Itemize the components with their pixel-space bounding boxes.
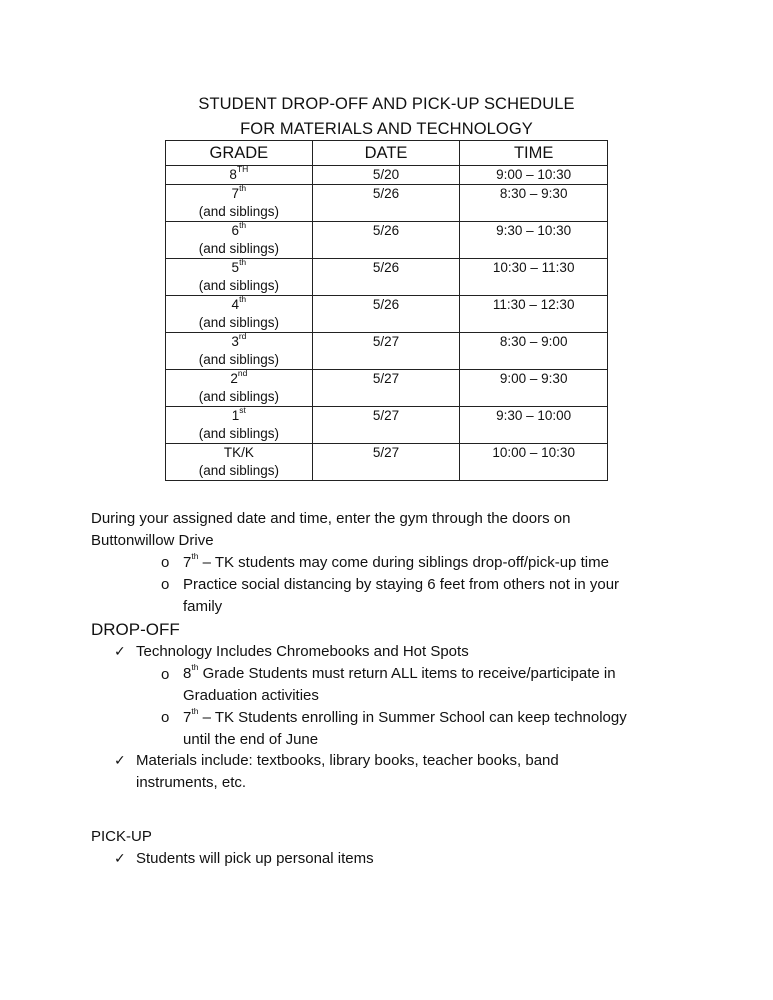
time-cell: 8:30 – 9:30	[460, 185, 608, 222]
intro-line-2: Buttonwillow Drive	[91, 532, 214, 549]
time-cell: 9:30 – 10:30	[460, 222, 608, 259]
dropoff-check-1: Technology Includes Chromebooks and Hot Spots	[136, 643, 469, 660]
check-icon: ✓	[114, 643, 126, 659]
time-cell: 9:30 – 10:00	[460, 407, 608, 444]
date-cell: 5/27	[312, 444, 460, 481]
time-cell: 8:30 – 9:00	[460, 333, 608, 370]
table-header-row	[166, 141, 608, 166]
grade-cell: 4th (and siblings)	[166, 296, 313, 333]
table-row	[166, 333, 608, 370]
grade-cell: 5th (and siblings)	[166, 259, 313, 296]
table-row	[166, 407, 608, 444]
grade-cell: TK/K (and siblings)	[166, 444, 313, 481]
time-cell: 11:30 – 12:30	[460, 296, 608, 333]
table-row	[166, 444, 608, 481]
time-cell: 10:30 – 11:30	[460, 259, 608, 296]
title-line-2: FOR MATERIALS AND TECHNOLOGY	[240, 120, 533, 138]
grade-cell: 7th (and siblings)	[166, 185, 313, 222]
time-cell: 10:00 – 10:30	[460, 444, 608, 481]
date-cell: 5/26	[312, 259, 460, 296]
date-cell: 5/26	[312, 185, 460, 222]
bullet-circle-marker: o	[161, 666, 170, 683]
intro-bullet-1: 7th – TK students may come during siblings drop-off/pick-up time	[183, 551, 609, 571]
pickup-heading: PICK-UP	[91, 828, 152, 845]
grade-cell: 6th (and siblings)	[166, 222, 313, 259]
header-grade: GRADE	[166, 141, 313, 166]
header-date: DATE	[312, 141, 460, 166]
intro-bullet-2-line-2: family	[183, 598, 223, 615]
time-cell: 9:00 – 9:30	[460, 370, 608, 407]
bullet-circle-marker: o	[161, 709, 170, 726]
grade-cell: 2nd (and siblings)	[166, 370, 313, 407]
check-icon: ✓	[114, 752, 126, 768]
date-cell: 5/27	[312, 333, 460, 370]
table-row	[166, 222, 608, 259]
check-icon: ✓	[114, 850, 126, 866]
pickup-check-1: Students will pick up personal items	[136, 850, 374, 867]
date-cell: 5/27	[312, 370, 460, 407]
dropoff-sub-1-line-1: 8th Grade Students must return ALL items to receive/participate in	[183, 662, 616, 682]
title-line-1: STUDENT DROP-OFF AND PICK-UP SCHEDULE	[198, 95, 575, 113]
schedule-table	[165, 140, 608, 481]
date-cell: 5/26	[312, 222, 460, 259]
intro-line-1: During your assigned date and time, enter the gym through the doors on	[91, 510, 571, 527]
date-cell: 5/26	[312, 296, 460, 333]
dropoff-check-2-line-2: instruments, etc.	[136, 774, 247, 791]
table-row	[166, 166, 608, 185]
table-row	[166, 370, 608, 407]
dropoff-sub-2-line-2: until the end of June	[183, 731, 319, 748]
bullet-circle-marker: o	[161, 554, 170, 571]
grade-cell: 8TH	[166, 166, 313, 185]
dropoff-sub-2-line-1: 7th – TK Students enrolling in Summer School can keep technology	[183, 706, 627, 726]
table-row	[166, 296, 608, 333]
bullet-circle-marker: o	[161, 576, 170, 593]
time-cell: 9:00 – 10:30	[460, 166, 608, 185]
table-row	[166, 259, 608, 296]
grade-cell: 1st (and siblings)	[166, 407, 313, 444]
header-time: TIME	[460, 141, 608, 166]
date-cell: 5/20	[312, 166, 460, 185]
grade-cell: 3rd (and siblings)	[166, 333, 313, 370]
dropoff-heading: DROP-OFF	[91, 620, 180, 639]
date-cell: 5/27	[312, 407, 460, 444]
intro-bullet-2-line-1: Practice social distancing by staying 6 feet from others not in your	[183, 576, 620, 593]
dropoff-check-2-line-1: Materials include: textbooks, library books, teacher books, band	[136, 752, 559, 769]
dropoff-sub-1-line-2: Graduation activities	[183, 687, 319, 704]
table-row	[166, 185, 608, 222]
